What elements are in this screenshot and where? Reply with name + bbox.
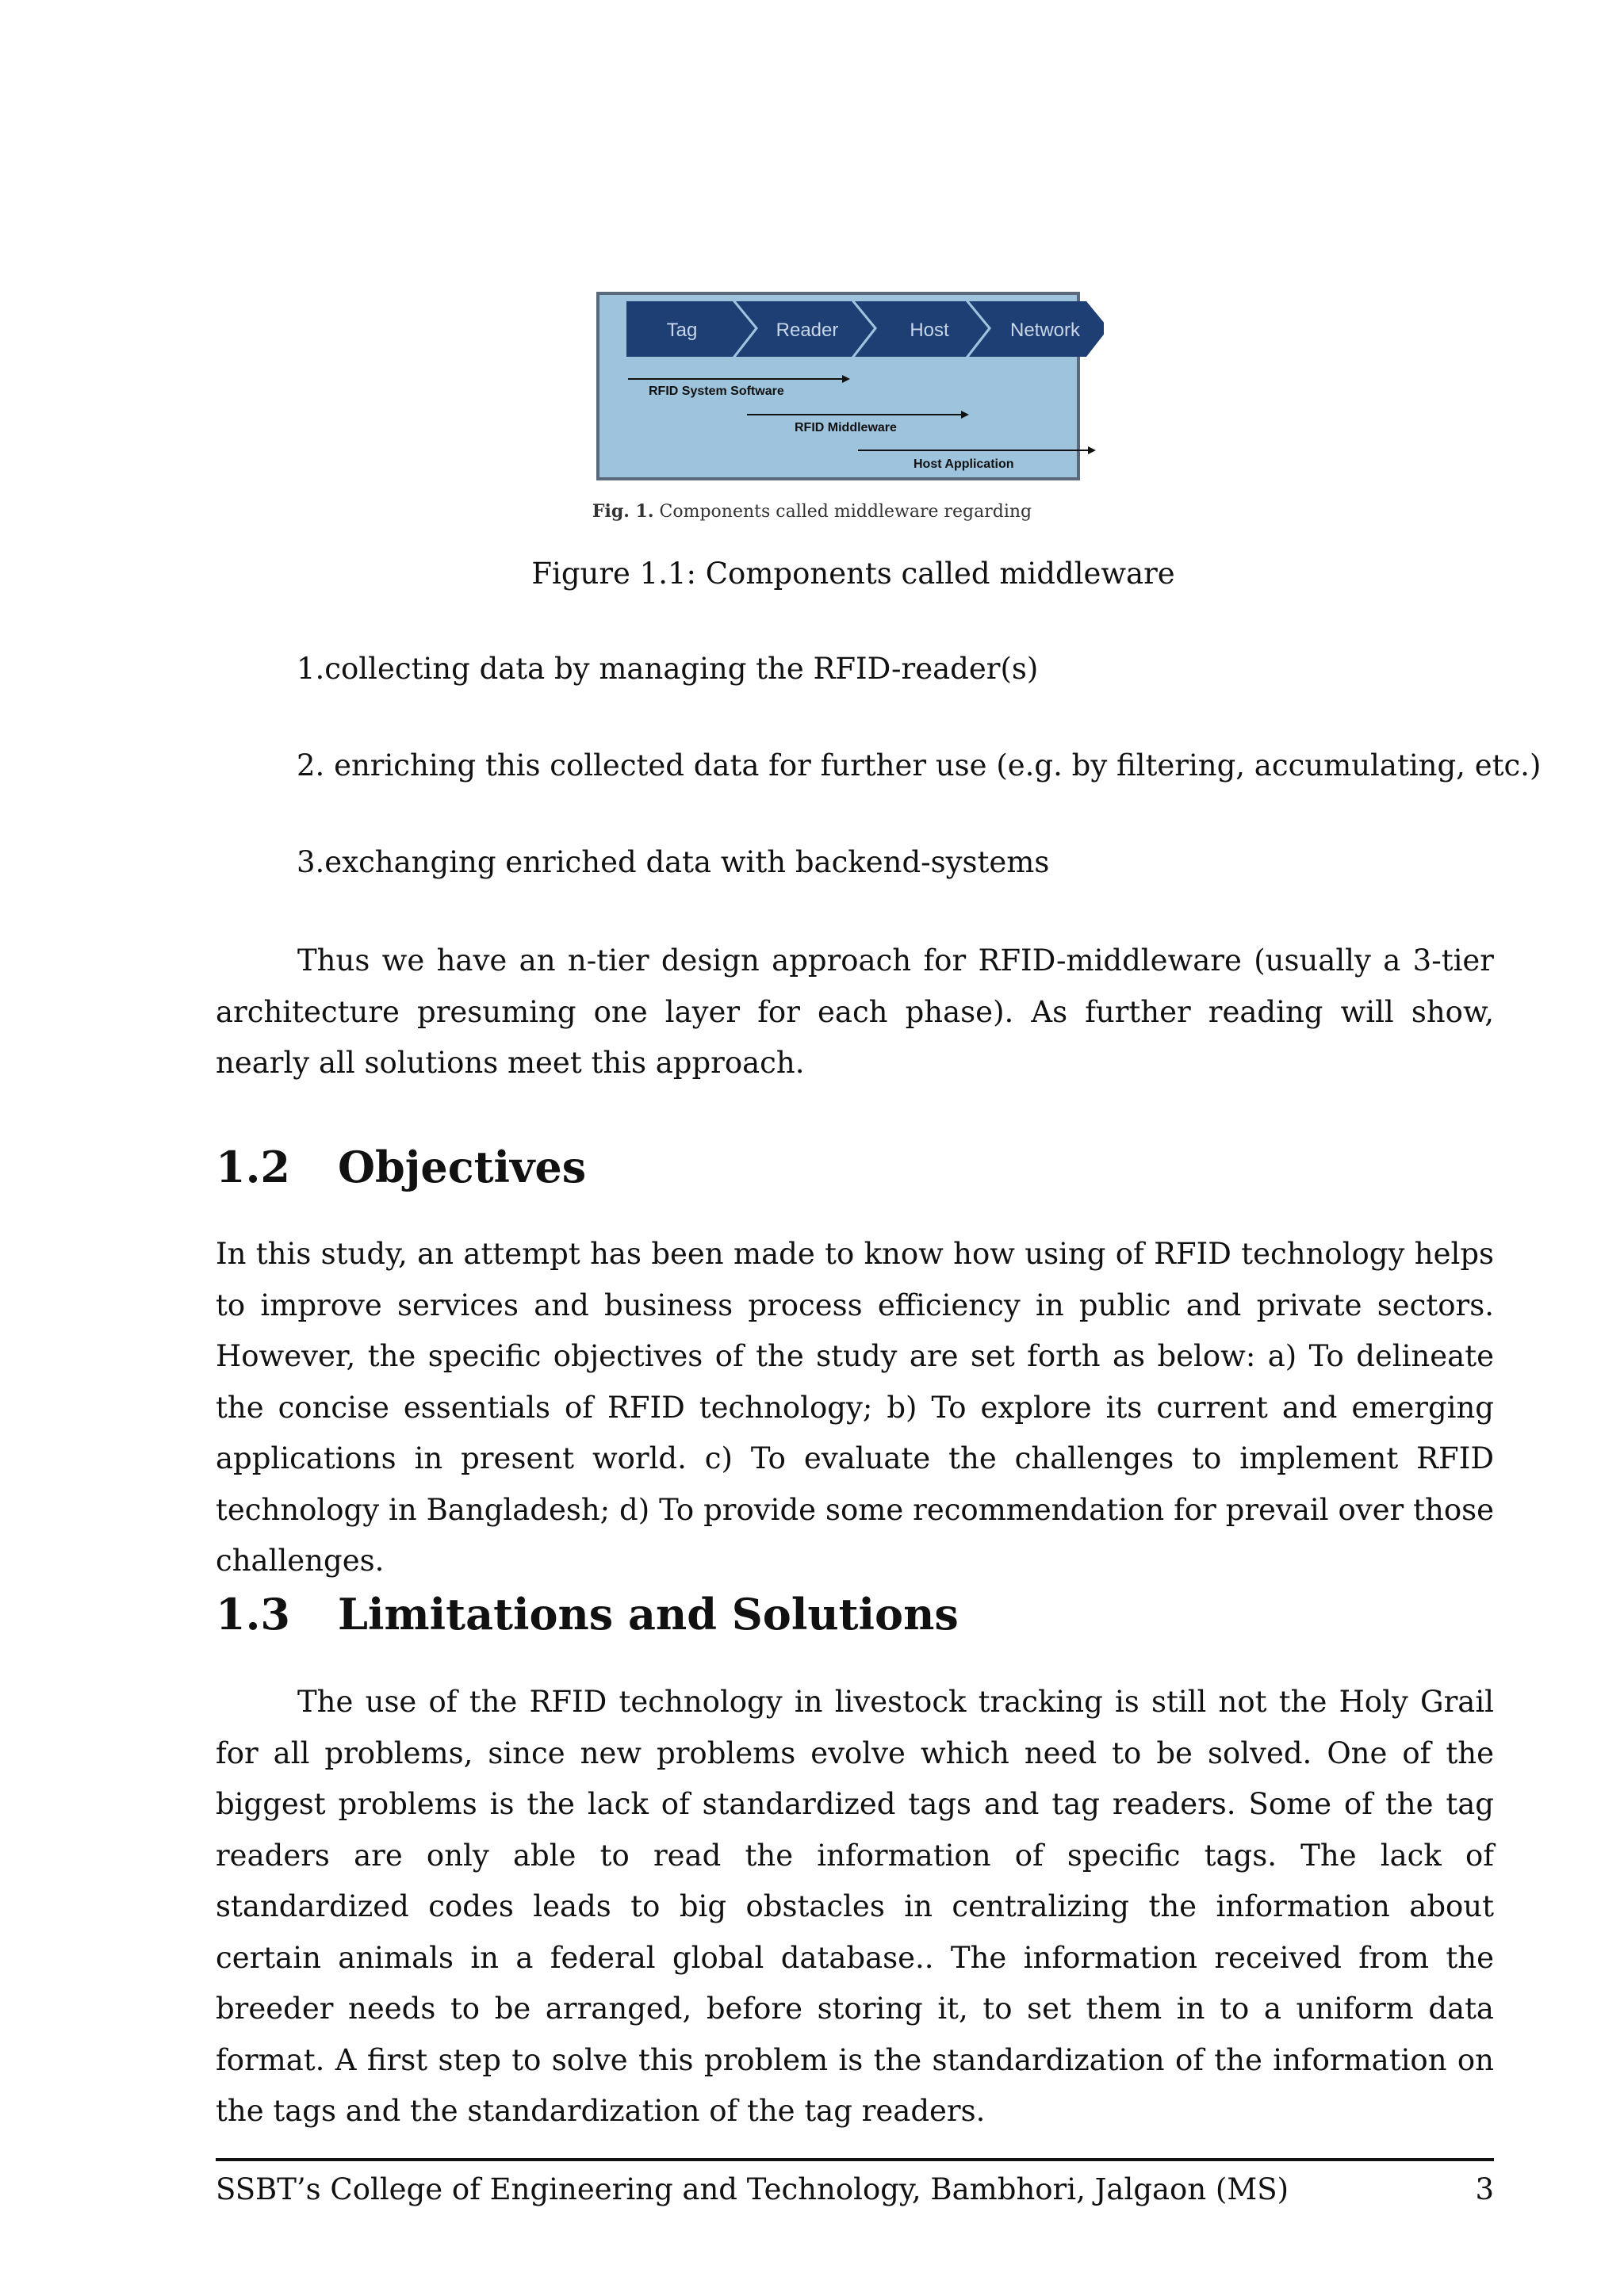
chevron-label-host: Host [910, 320, 949, 341]
arrow-label-system-software: RFID System Software [649, 385, 784, 398]
list-item: 3.exchanging enriched data with backend-systems [297, 845, 1050, 879]
section-number: 1.2 [216, 1142, 290, 1192]
chevron-label-network: Network [1009, 320, 1081, 341]
arrow-head-host-application [1088, 446, 1096, 454]
page-number: 3 [1475, 2172, 1494, 2206]
list-item: 1.collecting data by managing the RFID-reader(s) [297, 652, 1039, 686]
section-title: Limitations and Solutions [338, 1589, 959, 1640]
footer-rule [216, 2158, 1494, 2161]
figure-inner-caption-label: Fig. 1. [592, 501, 654, 522]
figure-caption: Figure 1.1: Components called middleware [531, 557, 1175, 591]
figure-inner-caption [0, 501, 1624, 522]
figure-inner-caption-text: Components called middleware regarding [659, 502, 1032, 522]
list-item: 2. enriching this collected data for further use (e.g. by filtering, accumulating, etc.) [297, 748, 1542, 783]
chevron-label-tag: Tag [666, 320, 698, 341]
arrow-label-middleware: RFID Middleware [795, 421, 897, 434]
section-heading-limitations [216, 1589, 959, 1640]
objectives-paragraph: In this study, an attempt has been made to know how using of RFID technology helps to improve services and business process efficiency in public and private sectors. However, the specific objectives of the study are set forth as below: a) To delineate the concise essentials of RFID technology; b) To explore its current and emerging applications in present world. c) To evaluate the challenges to implement RFID technology in Bangladesh; d) To provide some recommendation for prevail over those challenges. [216, 1237, 1494, 1578]
limitations-paragraph: The use of the RFID technology in livestock tracking is still not the Holy Grail for all problems, since new problems evolve which need to be solved. One of the biggest problems is the lack of standardized tags and tag readers. Some of the tag readers are only able to read the information of specific tags. The lack of standardized codes leads to big obstacles in centralizing the information about certain animals in a federal global database.. The information received from the breeder needs to be arranged, before storing it, to set them in to a uniform data format. A first step to solve this problem is the standardization of the information on the tags and the standardization of the tag readers. [216, 1685, 1494, 2128]
footer-institution: SSBT’s College of Engineering and Technology, Bambhori, Jalgaon (MS) [216, 2172, 1289, 2206]
middleware-diagram [596, 292, 1104, 512]
intro-paragraph: Thus we have an n-tier design approach for RFID-middleware (usually a 3-tier architecture presuming one layer for each phase). As further reading will show, nearly all solutions meet this approach. [216, 943, 1494, 1080]
section-number: 1.3 [216, 1589, 290, 1640]
chevron-label-reader: Reader [776, 320, 839, 341]
arrow-label-host-application: Host Application [914, 457, 1014, 471]
section-heading-objectives [216, 1142, 586, 1192]
section-title: Objectives [338, 1142, 587, 1192]
